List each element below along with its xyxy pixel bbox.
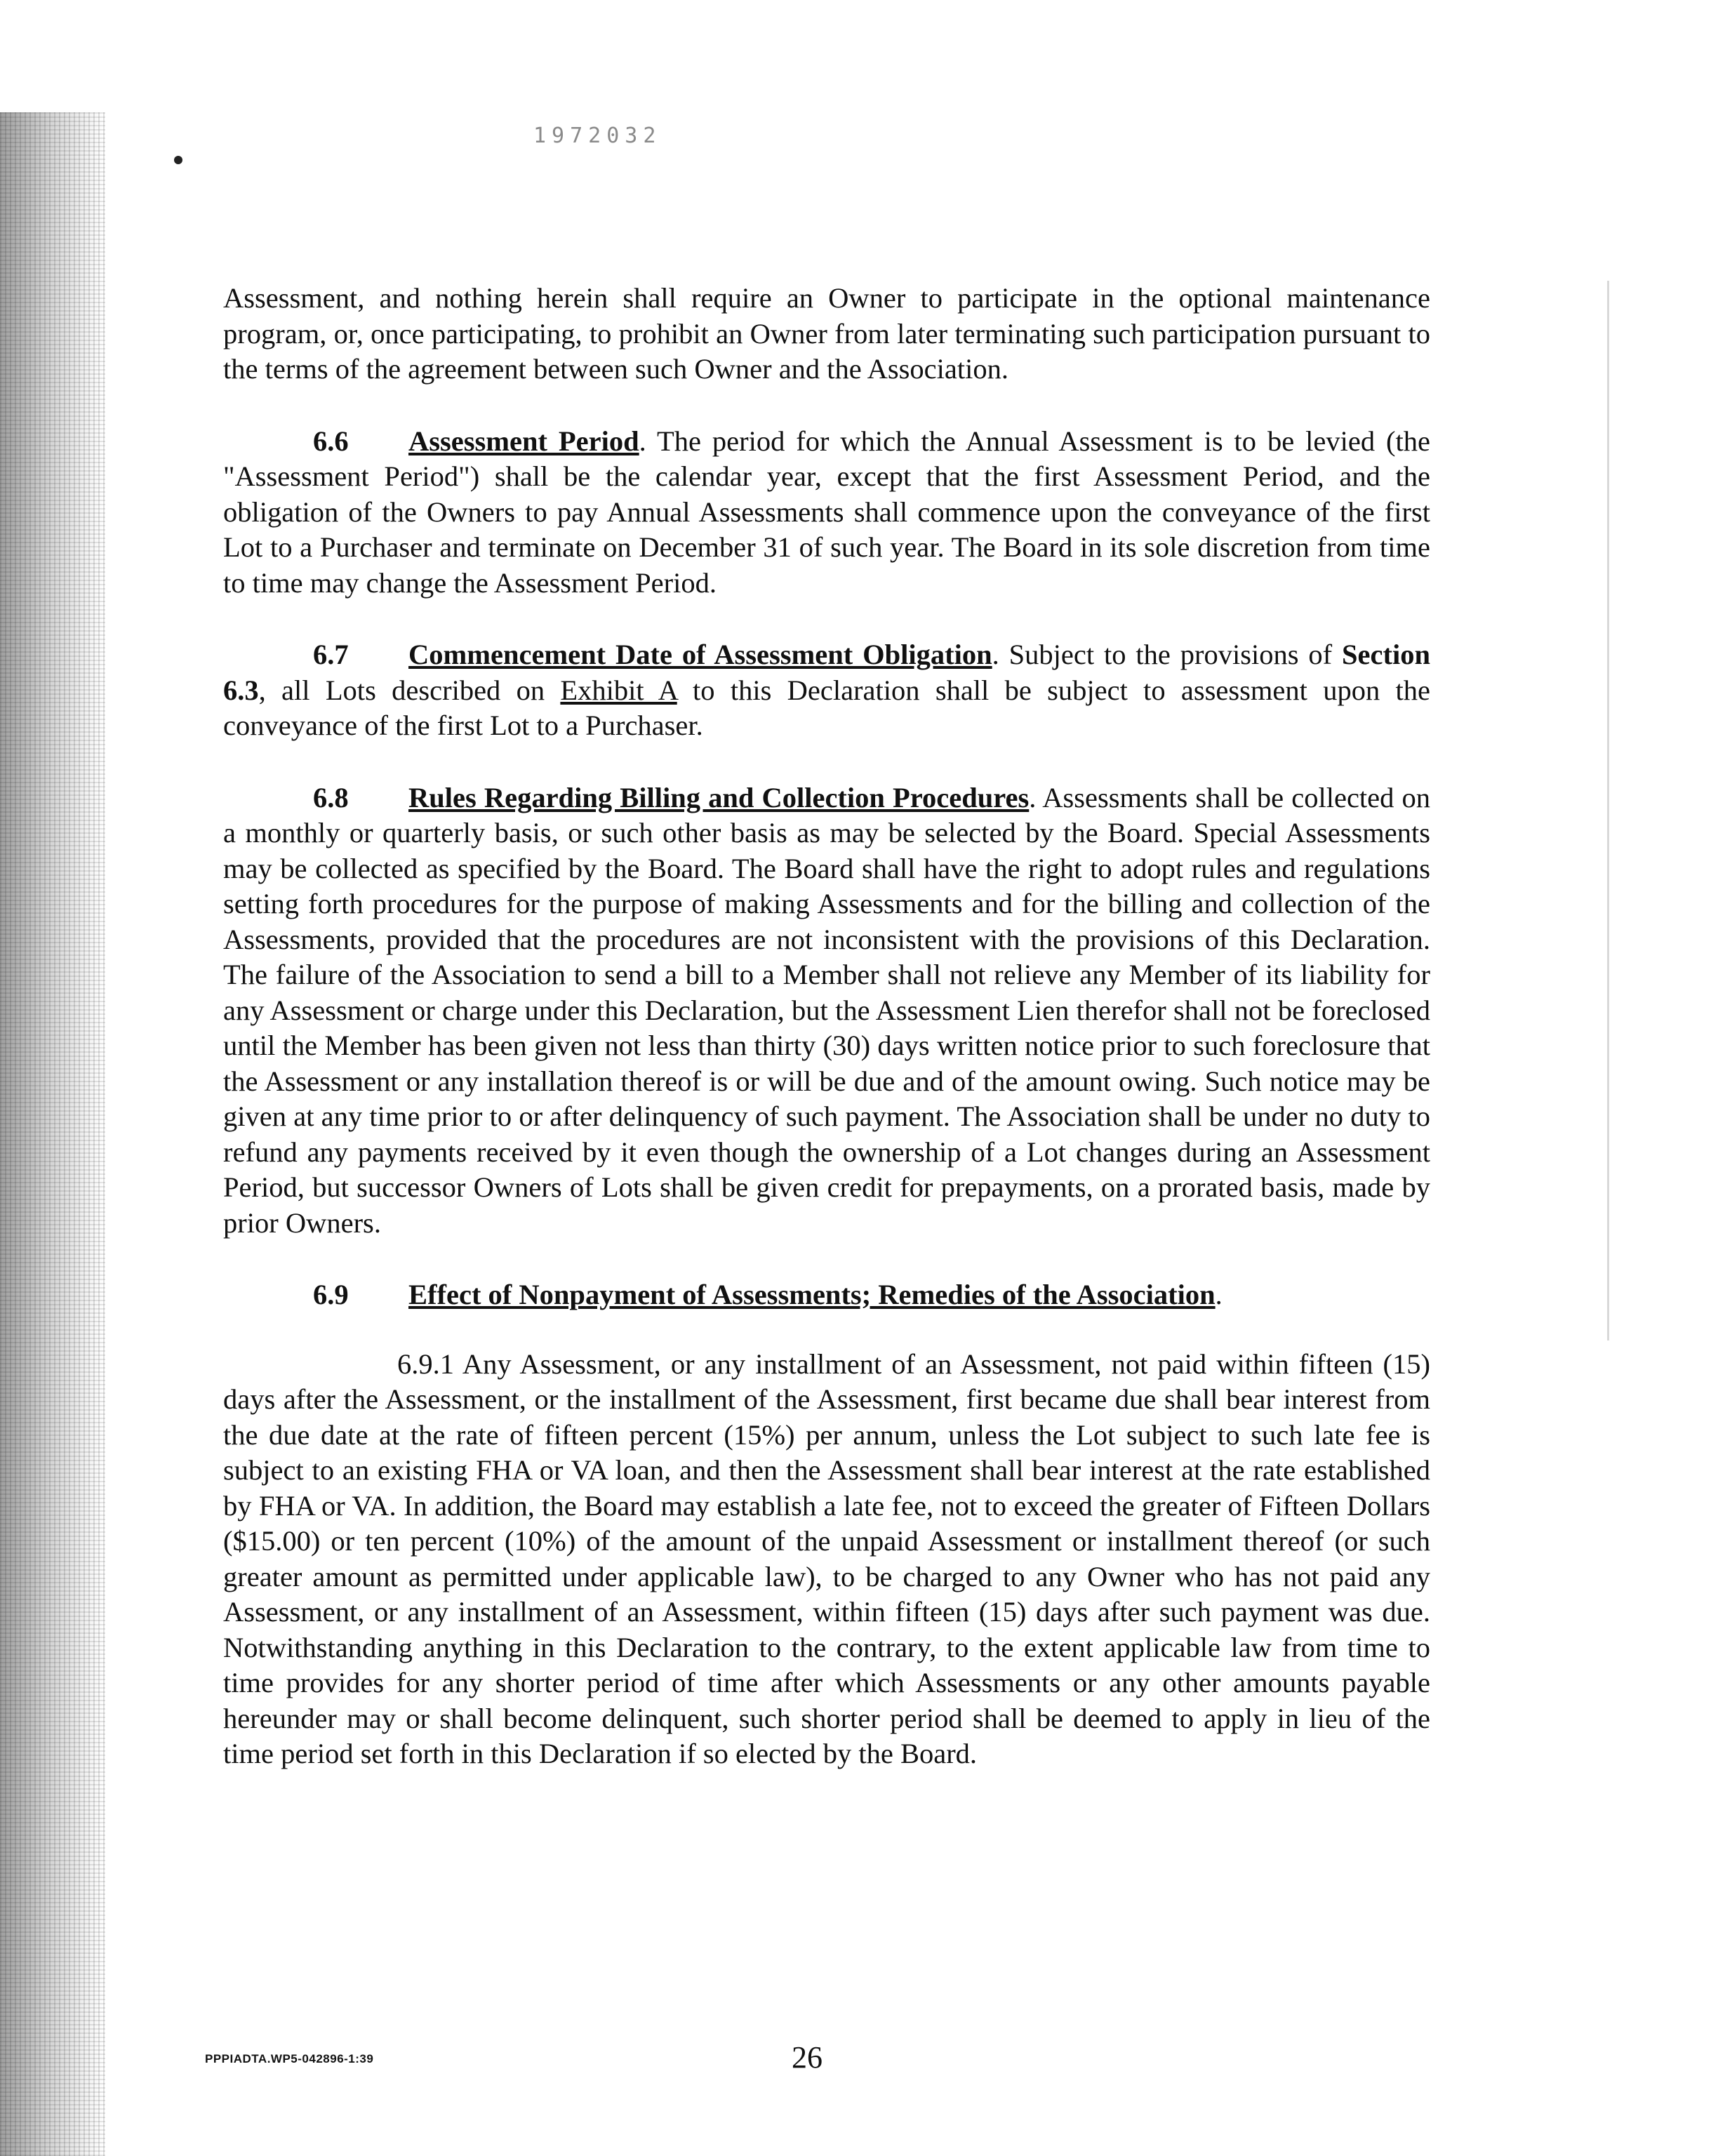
document-body (223, 281, 1430, 1809)
section-reference: Section 6.3 (223, 639, 1430, 706)
punch-dot (174, 156, 182, 164)
section-number: 6.8 (313, 781, 349, 813)
page-number: 26 (792, 2040, 823, 2075)
footer-doc-code: PPPIADTA.WP5-042896-1:39 (205, 2052, 374, 2065)
intro-text: Assessment, and nothing herein shall require an Owner to participate in the optional maintenance program, or, once participating, to prohibit an Owner from later terminating such participation pursuant to the terms of the agreement between such Owner and the Association. (223, 282, 1430, 385)
section-text: . The period for which the Annual Assessment is to be levied (the "Assessment Period") shall be the calendar year, except that the first Assessment Period, and the obligation of the Owners to pay Annual Assessments shall commence upon the conveyance of the first Lot to a Purchaser and terminate on December 31 of such year. The Board in its sole discretion from time to time may change the Assessment Period. (223, 425, 1430, 599)
section-text: . Assessments shall be collected on a monthly or quarterly basis, or such other basis as may be selected by the Board. Special Assessments may be collected as specified by the Board. The Board shall have the right to adopt rules and regulations setting forth procedures for the purpose of making Assessments and for the billing and collection of the Assessments, provided that the procedures are not inconsistent with the provisions of this Declaration. The failure of the Association to send a bill to a Member shall not relieve any Member of its liability for any Assessment or charge under this Declaration, but the Assessment Lien therefor shall not be foreclosed until the Member has been given not less than thirty (30) days written notice prior to such foreclosure that the Assessment or any installation thereof is or will be due and of the amount owing. Such notice may be given at any time prior to or after delinquency of such payment. The Association shall be under no duty to refund any payments received by it even though the ownership of a Lot changes during an Assessment Period, but successor Owners of Lots shall be given credit for prepayments, on a prorated basis, made by prior Owners. (223, 781, 1430, 1239)
section-6-9-1 (223, 1347, 1430, 1772)
section-6-9 (223, 1277, 1430, 1313)
section-title: Commencement Date of Assessment Obligation (408, 639, 992, 670)
section-number: 6.7 (313, 639, 349, 670)
exhibit-reference: Exhibit A (560, 674, 677, 706)
subsection-text: Any Assessment, or any installment of an Assessment, not paid within fifteen (15) days after the Assessment, or the installment of the Assessment, first became due shall bear interest from the due date at the rate of fifteen percent (15%) per annum, unless the Lot subject to such late fee is subject to an existing FHA or VA loan, and then the Assessment shall bear interest at the rate established by FHA or VA. In addition, the Board may establish a late fee, not to exceed the greater of Fifteen Dollars ($15.00) or ten percent (10%) of the amount of the unpaid Assessment or installment thereof (or such greater amount as permitted under applicable law), to be charged to any Owner who has not paid any Assessment, or any installment of an Assessment, within fifteen (15) days after such payment was due. Notwithstanding anything in this Declaration to the contrary, to the extent applicable law from time to time provides for any shorter period of time after which Assessments or any other amounts payable hereunder may or shall become delinquent, such shorter period shall be deemed to apply in lieu of the time period set forth in this Declaration if so elected by the Board. (223, 1348, 1430, 1769)
section-text: to this Declaration shall be subject to assessment upon the conveyance of the first Lot to a Purchaser. (223, 674, 1430, 741)
section-6-8 (223, 780, 1430, 1242)
header-mark: 1972032 (533, 124, 662, 148)
section-number: 6.6 (313, 425, 349, 457)
section-title-end: . (1215, 1279, 1223, 1310)
section-title: Assessment Period (408, 425, 639, 457)
section-text: . Subject to the provisions of (992, 639, 1333, 670)
section-text: , all Lots described on (258, 674, 545, 706)
section-number: 6.9 (313, 1279, 349, 1310)
section-6-7 (223, 637, 1430, 744)
section-title: Rules Regarding Billing and Collection Procedures (408, 781, 1030, 813)
section-title: Effect of Nonpayment of Assessments; Remedies of the Association (408, 1279, 1216, 1310)
right-margin-rule (1607, 281, 1609, 1340)
intro-paragraph (223, 281, 1430, 387)
scan-edge-artifact (0, 112, 105, 2156)
section-6-6 (223, 424, 1430, 601)
subsection-number: 6.9.1 (397, 1348, 454, 1380)
